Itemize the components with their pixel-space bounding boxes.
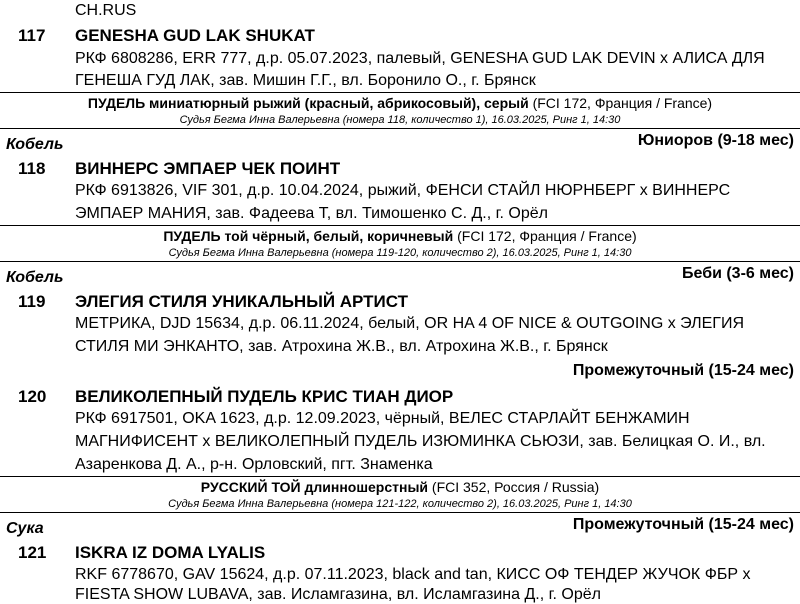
divider bbox=[0, 128, 800, 129]
dog-details: RKF 6778670, GAV 15624, д.р. 07.11.2023, black and tan, КИСС ОФ ТЕНДЕР ЖУЧОК ФБР x bbox=[75, 566, 751, 583]
breed-header: ПУДЕЛЬ той чёрный, белый, коричневый (FCI 172, Франция / France) bbox=[163, 228, 637, 244]
dog-name: GENESHA GUD LAK SHUKAT bbox=[75, 26, 315, 45]
dog-details: РКФ 6917501, OKA 1623, д.р. 12.09.2023, чёрный, ВЕЛЕС СТАРЛАЙТ БЕНЖАМИН bbox=[75, 410, 690, 427]
judge-info: Судья Бегма Инна Валерьевна (номера 121-122, количество 2), 16.03.2025, Ринг 1, 14:30 bbox=[168, 498, 632, 510]
entry-number: 118 bbox=[18, 159, 46, 178]
dog-name: ISKRA IZ DOMA LYALIS bbox=[75, 543, 266, 562]
dog-details: Азаренкова Д. А., р-н. Орловский, пгт. Знаменка bbox=[75, 456, 433, 473]
divider bbox=[0, 225, 800, 226]
divider bbox=[0, 92, 800, 93]
dog-name: ВЕЛИКОЛЕПНЫЙ ПУДЕЛЬ КРИС ТИАН ДИОР bbox=[75, 387, 454, 406]
divider bbox=[0, 261, 800, 262]
dog-name: ВИННЕРС ЭМПАЕР ЧЕК ПОИНТ bbox=[75, 159, 341, 178]
dog-name: ЭЛЕГИЯ СТИЛЯ УНИКАЛЬНЫЙ АРТИСТ bbox=[75, 292, 409, 311]
dog-details: РКФ 6913826, VIF 301, д.р. 10.04.2024, рыжий, ФЕНСИ СТАЙЛ НЮРНБЕРГ x ВИННЕРС bbox=[75, 182, 731, 199]
class-label: Промежуточный (15-24 мес) bbox=[572, 362, 794, 379]
dog-details: МЕТРИКА, DJD 15634, д.р. 06.11.2024, белый, OR HA 4 OF NICE & OUTGOING x ЭЛЕГИЯ bbox=[75, 315, 745, 332]
sex-label: Кобель bbox=[6, 269, 64, 286]
breed-header: РУССКИЙ ТОЙ длинношерстный (FCI 352, Россия / Russia) bbox=[200, 479, 600, 495]
class-label: Промежуточный (15-24 мес) bbox=[572, 516, 794, 533]
sex-label: Кобель bbox=[6, 136, 64, 153]
entry-number: 117 bbox=[18, 26, 46, 45]
breed-header: ПУДЕЛЬ миниатюрный рыжий (красный, абрикосовый), серый (FCI 172, Франция / France) bbox=[87, 95, 713, 111]
judge-info: Судья Бегма Инна Валерьевна (номера 118, количество 1), 16.03.2025, Ринг 1, 14:30 bbox=[179, 114, 621, 126]
divider bbox=[0, 512, 800, 513]
dog-details: СТИЛЯ МИ ЭНКАНТО, зав. Атрохина Ж.В., вл. Атрохина Ж.В., г. Брянск bbox=[75, 338, 608, 355]
entry-number: 120 bbox=[18, 387, 47, 406]
dog-details: ЭМПАЕР МАНИЯ, зав. Фадеева Т, вл. Тимошенко С. Д., г. Орёл bbox=[75, 205, 548, 222]
judge-info: Судья Бегма Инна Валерьевна (номера 119-120, количество 2), 16.03.2025, Ринг 1, 14:30 bbox=[168, 247, 632, 259]
title-prefix: CH.RUS bbox=[75, 2, 137, 19]
entry-number: 121 bbox=[18, 543, 47, 562]
entry-number: 119 bbox=[18, 292, 46, 311]
dog-details: РКФ 6808286, ERR 777, д.р. 05.07.2023, палевый, GENESHA GUD LAK DEVIN x АЛИСА ДЛЯ bbox=[75, 50, 765, 67]
class-label: Беби (3-6 мес) bbox=[682, 265, 794, 282]
sex-label: Сука bbox=[6, 520, 44, 537]
dog-details: FIESTA SHOW LUBAVA, зав. Исламгазина, вл. Исламгазина Д., г. Орёл bbox=[75, 586, 601, 603]
class-label: Юниоров (9-18 мес) bbox=[637, 132, 794, 149]
dog-details: МАГНИФИСЕНТ x ВЕЛИКОЛЕПНЫЙ ПУДЕЛЬ ИЗЮМИНКА СЬЮЗИ, зав. Белицкая О. И., вл. bbox=[75, 433, 766, 450]
divider bbox=[0, 476, 800, 477]
dog-details: ГЕНЕША ГУД ЛАК, зав. Мишин Г.Г., вл. Боронило О., г. Брянск bbox=[75, 72, 536, 89]
